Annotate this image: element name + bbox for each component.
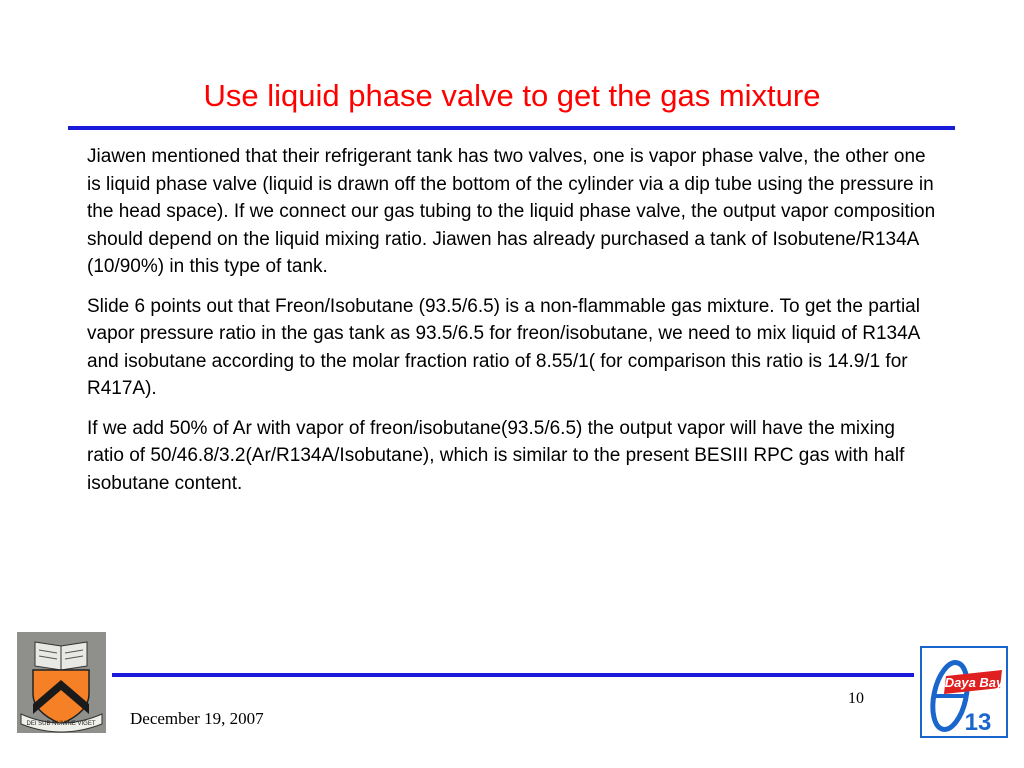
body-paragraph: Jiawen mentioned that their refrigerant tank has two valves, one is vapor phase valve, the other one is liquid phase valve (liquid is drawn off the bottom of the cylinder via a dip tube using the pressure in the head space). If we connect our gas tubing to the liquid phase valve, the output vapor composition should depend on the liquid mixing ratio. Jiawen has already purchased a tank of Isobutene/R134A (10/90%) in this type of tank.	[87, 146, 936, 277]
slide-title: Use liquid phase valve to get the gas mixture	[203, 78, 821, 113]
shield-motto: DEI SUB NUMINE VIGET	[26, 721, 96, 727]
logo-number-text: 13	[964, 709, 992, 736]
body-paragraph: If we add 50% of Ar with vapor of freon/isobutane(93.5/6.5) the output vapor will have the mixing ratio of 50/46.8/3.2(Ar/R134A/Isobutane), which is similar to the present BESIII RPC gas with half isobutane content.	[87, 417, 905, 494]
body-paragraph: Slide 6 points out that Freon/Isobutane (93.5/6.5) is a non-flammable gas mixture. To get the partial vapor pressure ratio in the gas tank as 93.5/6.5 for freon/isobutane, we need to mix liquid of R134A and isobutane according to the molar fraction ratio of 8.55/1( for comparison this ratio is 14.9/1 for R417A).	[87, 295, 920, 399]
title-divider	[68, 126, 955, 130]
daya-bay-logo-graphic	[920, 646, 1008, 738]
princeton-shield-graphic	[17, 632, 106, 733]
logo-name-text: Daya Bay	[944, 675, 1004, 690]
footer-date: December 19, 2007	[130, 709, 264, 728]
princeton-shield-icon	[17, 632, 106, 733]
slide-body	[87, 143, 937, 509]
page-number: 10	[848, 690, 864, 707]
footer-divider	[112, 673, 914, 677]
daya-bay-logo-icon	[920, 646, 1008, 738]
